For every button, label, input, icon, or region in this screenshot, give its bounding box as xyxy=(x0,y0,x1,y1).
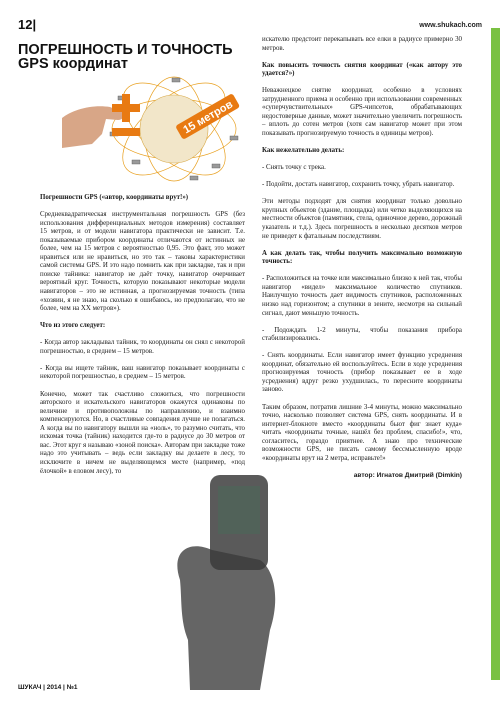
accent-side-bar xyxy=(491,28,500,680)
paragraph: - Когда вы ищете тайник, ваш навигатор показывает координаты с некоторой погрешностью, в среднем – 15 метров. xyxy=(40,364,245,381)
paragraph: - Снять точку с трека. xyxy=(262,164,326,172)
right-column xyxy=(262,36,462,489)
paragraph: - Снять координаты. Если навигатор имеет функцию усреднения координат, обязательно ей воспользуйтесь. Если в ходе усреднения прогнозируемая точность (прибор показывает ее в ходе усреднения) вдруг резко ухудшилась, то пересните координаты заново. xyxy=(262,352,462,394)
hero-distance-label: 15 метров xyxy=(181,98,235,137)
gps-device-icon xyxy=(210,475,268,570)
paragraph: - Подождать 1-2 минуты, чтобы показания прибора стабилизировались. xyxy=(262,326,462,343)
paragraph: Среднеквадратическая инструментальная погрешность GPS (без использования дифференциальных методов измерения) составляет 15 метров, и от модели навигатора практически не зависит. Т.е. показываемые прибором координаты отличаются от истинных не более, чем на 15 метров с вероятностью 0,95. Это факт, это может нравиться или не нравиться, но это так – таковы характеристики самой системы GPS. И это надо помнить как при закладке, так и при поиске тайника: навигатор не даёт точку, навигатор очерчивает вероятный круг. Точность, которую показывают некоторые модели навигаторов – это не истинная, а прогнозируемая точность (типа «хозяин, я не знаю, на сколько я ошибаюсь, но предполагаю, что не более, чем на ХХ метров»). xyxy=(40,211,245,313)
paragraph: Неважнецкое снятие координат, особенно в условиях затрудненного приема и особенно при использовании современных «суперчувствительных» GPS-чипсетов, обрабатывающих недостоверные данные, может значительно увеличить погрешность – вплоть до сотен метров (хотя сам навигатор может при этом показывать прогнозируемую точность в единицы метров). xyxy=(262,87,462,138)
gps-satellites-globe-with-plus-minus-icon xyxy=(62,74,247,189)
section-heading: Как повысить точность снятия координат («как автору это удается?») xyxy=(262,61,462,78)
paragraph: искателю предстоит перекапывать все елки в радиусе примерно 30 метров. xyxy=(262,36,462,52)
article-subtitle: GPS координат xyxy=(18,56,128,72)
footer-issue: ШУКАЧ | 2014 | №1 xyxy=(18,684,78,691)
article-title: ПОГРЕШНОСТЬ И ТОЧНОСТЬ xyxy=(18,42,233,58)
section-heading: А как делать так, чтобы получить максимально возможную точность: xyxy=(262,249,462,266)
section-heading: Что из этого следует: xyxy=(40,322,106,330)
author-credit: автор: Игнатов Дмитрий (Dimkin) xyxy=(353,471,462,479)
paragraph: Эти методы подходят для снятия координат только довольно крупных объектов (здание, площадка) или четко выделяющихся на местности объектов (памятник, стела, одиночное дерево, дорожный указатель и т.д.). Здесь погрешность в несколько десятков метров не приведет к фатальным последствиям. xyxy=(262,198,462,240)
section-heading: Погрешности GPS («автор, координаты врут!») xyxy=(40,194,189,201)
glove-icon xyxy=(177,546,275,690)
hand-icon xyxy=(62,106,124,148)
page-number: 12| xyxy=(18,17,37,32)
left-column xyxy=(40,194,245,485)
section-heading: Как нежелательно делать: xyxy=(262,147,345,155)
paragraph: - Расположиться на точке или максимально близко к ней так, чтобы навигатор «видел» максимальное количество спутников. Наилучшую точность дает видимость спутников, расположенных низко над горизонтом; а спутники в зените, несмотря на сильный сигнал, дают меньшую точность. xyxy=(262,275,462,317)
paragraph: Таким образом, потратив лишние 3-4 минуты, можно максимально точно, насколько позволяет система GPS, снять координаты. И в интернет-блокноте вместо «координаты бьют фиг знает куда» читать «координаты точные, нашёл без проблем, спасибо!», что, согласитесь, гораздо приятнее. А знаю про технические возможности GPS, не писать самому бессмысленную вроде «координаты врут на 2 метра, исправьте!» xyxy=(262,403,462,462)
paragraph: - Подойти, достать навигатор, сохранить точку, убрать навигатор. xyxy=(262,181,455,189)
site-url: www.shukach.com xyxy=(419,22,482,29)
hand-holding-gps-navigator-icon xyxy=(150,470,290,690)
paragraph: Конечно, может так счастливо сложиться, что погрешности авторского и искательского навигаторов окажутся одинаковы по величине и противоположны по направлению, и взаимно компенсируются. Но, в счастливые совпадения лучше не полагаться. А когда вы по навигатору вышли на «ноль», то разумно считать, что искомая точка (тайник) находится где-то в радиусе до 30 метров от вас. Этот круг я называю «зоной поиска». Авторам при закладке тоже надо это учитывать – ведь если закладку вы делаете в лесу, то исключите в ничем не выделяющемся месте (например, «под ёлочкой» в еловом лесу), то xyxy=(40,390,245,475)
paragraph: - Когда автор закладывал тайник, то координаты он снял с некоторой погрешностью, в среднем – 15 метров. xyxy=(40,339,245,355)
